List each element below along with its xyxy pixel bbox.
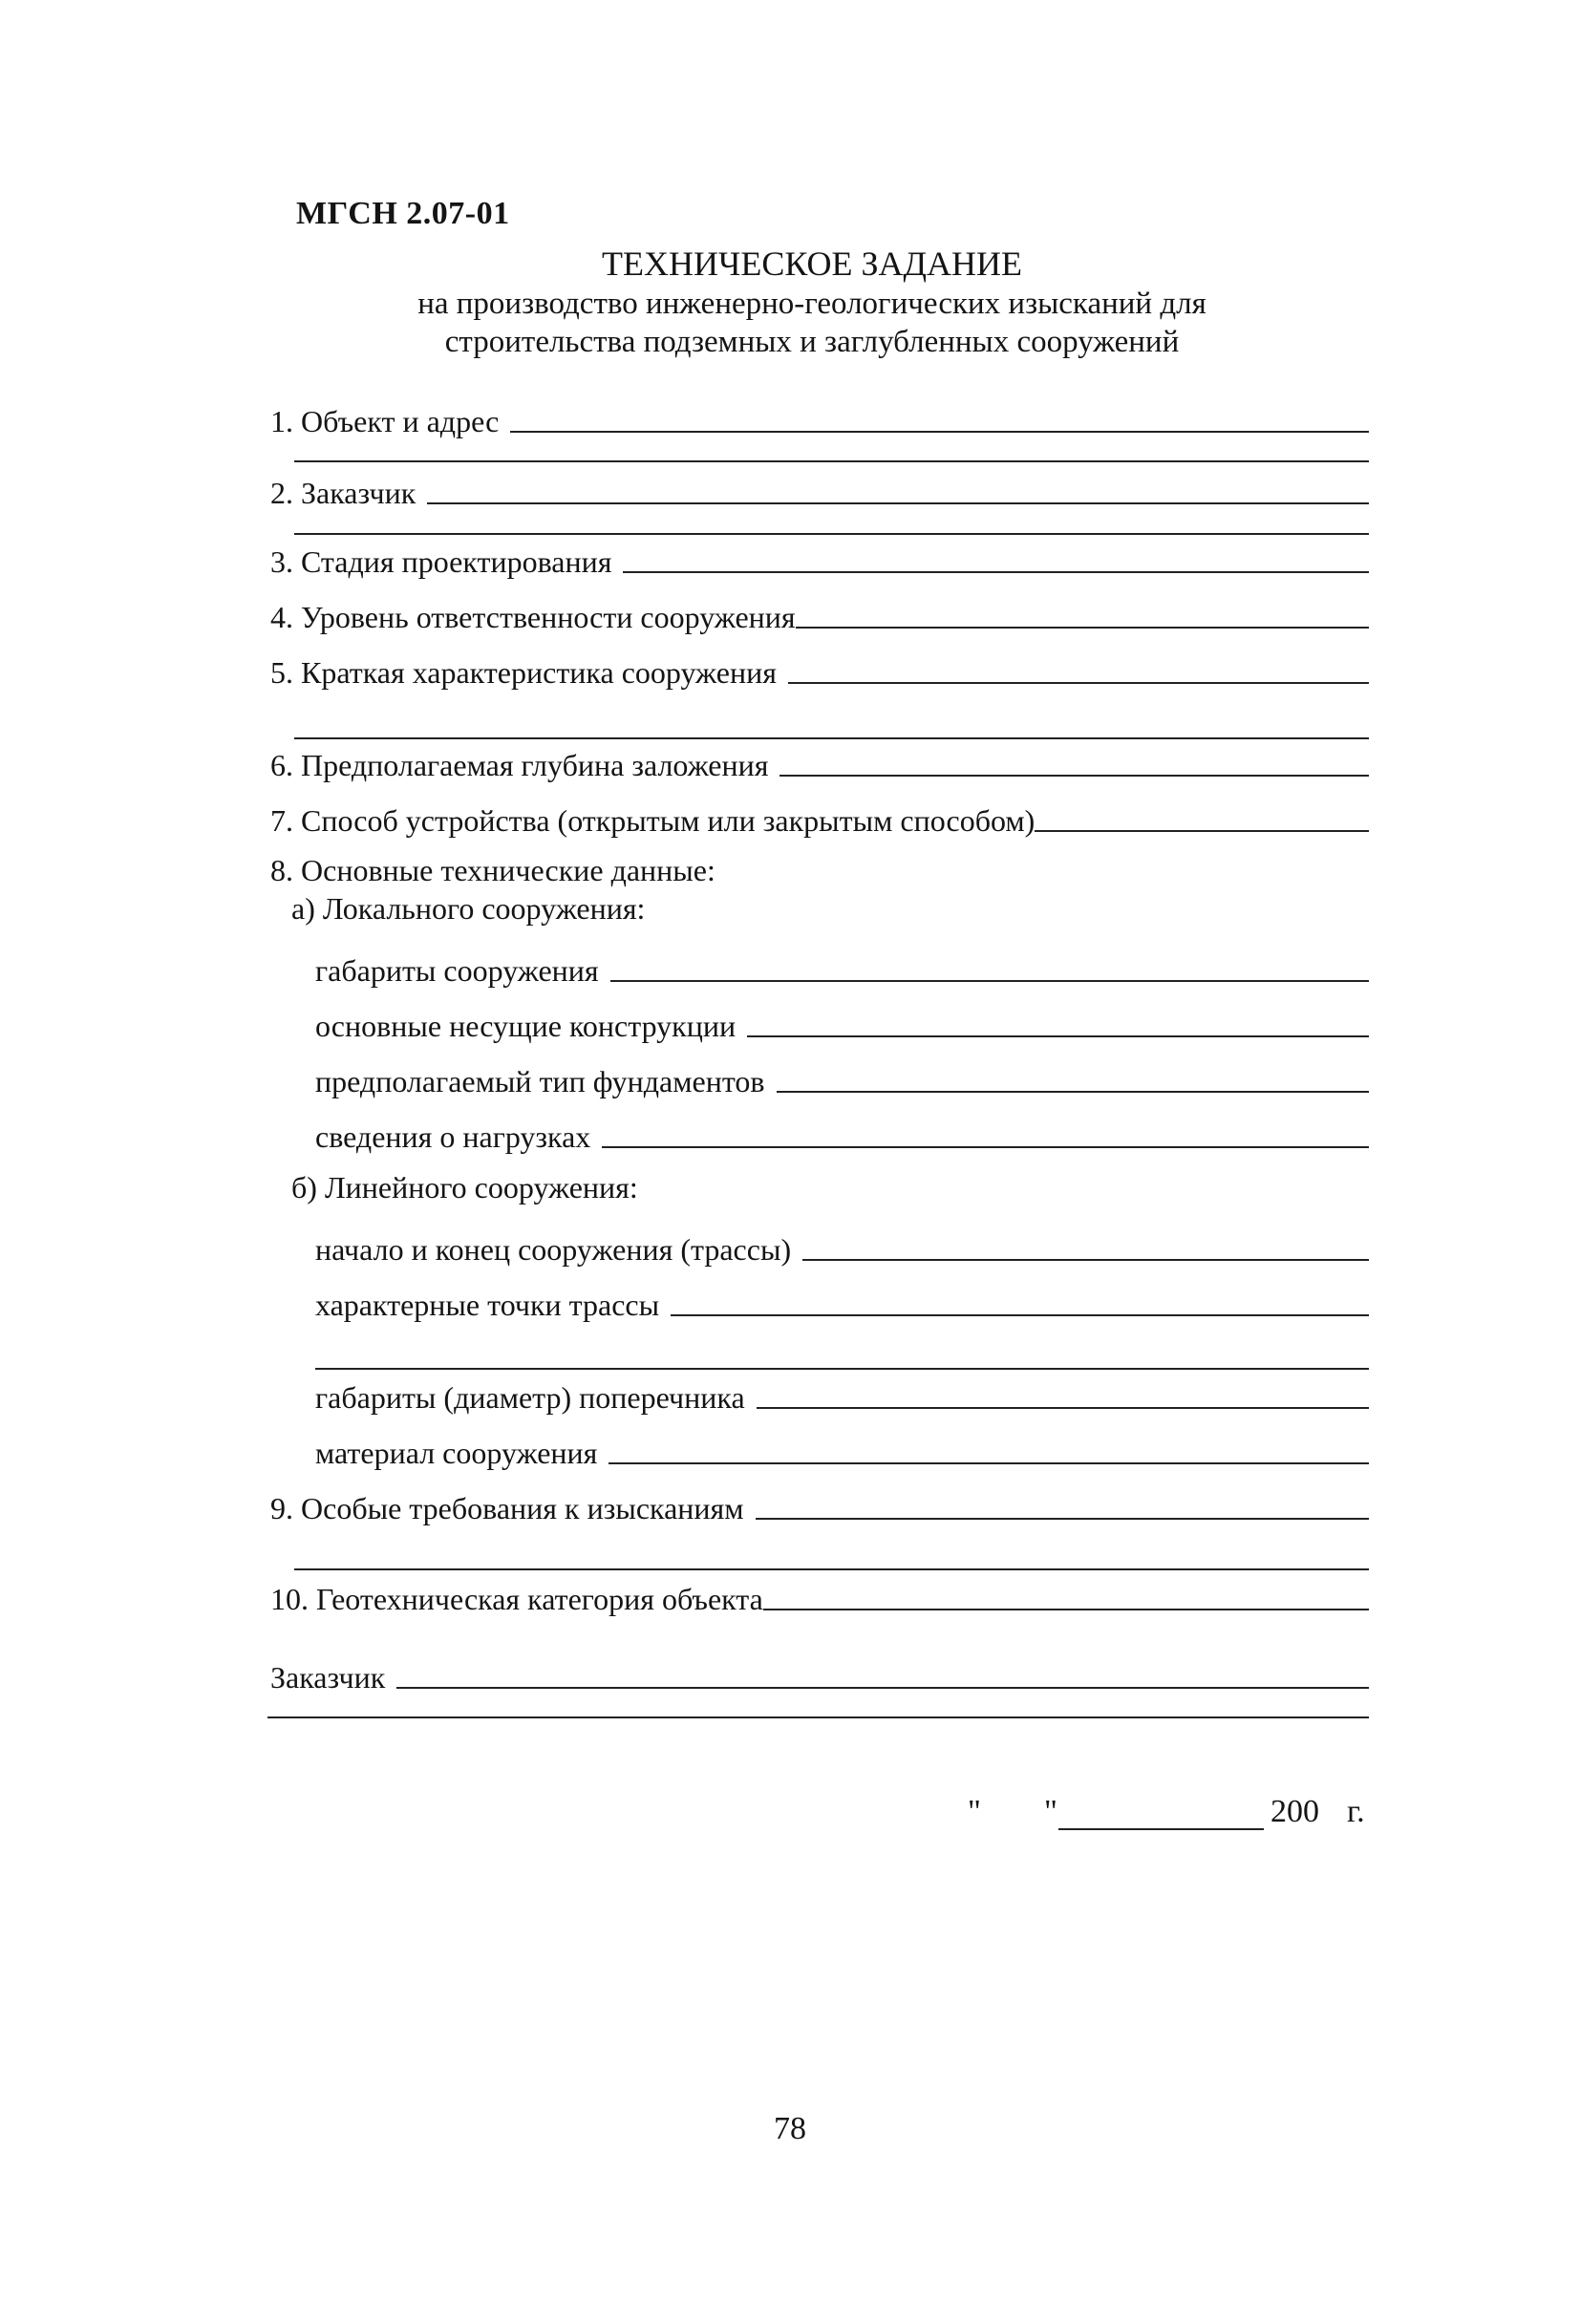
- field-label: 3. Стадия проектирования: [270, 544, 612, 579]
- field-label: начало и конец сооружения (трассы): [315, 1232, 792, 1267]
- input-line[interactable]: [788, 682, 1369, 684]
- field-route-points[interactable]: [315, 1280, 1369, 1320]
- field-object-address[interactable]: [270, 396, 1369, 437]
- field-design-stage[interactable]: [270, 537, 1369, 577]
- input-line[interactable]: [747, 1035, 1369, 1037]
- field-label: 7. Способ устройства (открытым или закрытым способом): [270, 803, 1036, 838]
- input-line[interactable]: [756, 1518, 1369, 1520]
- date-year-suffix: г.: [1347, 1794, 1365, 1829]
- input-line[interactable]: [396, 1687, 1369, 1689]
- page-number: 78: [774, 2111, 806, 2146]
- input-line-extra[interactable]: [294, 737, 1369, 739]
- input-line[interactable]: [777, 1091, 1370, 1093]
- input-line-extra[interactable]: [267, 1716, 1369, 1718]
- subsection-linear-structure: б) Линейного сооружения:: [291, 1170, 638, 1205]
- input-line-extra[interactable]: [315, 1368, 1369, 1370]
- field-label: 1. Объект и адрес: [270, 404, 500, 438]
- field-material[interactable]: [315, 1428, 1369, 1468]
- section-technical-data: 8. Основные технические данные:: [270, 853, 715, 887]
- subsection-local-structure: а) Локального сооружения:: [291, 891, 646, 926]
- field-route-start-end[interactable]: [315, 1225, 1369, 1265]
- field-label: 9. Особые требования к изысканиям: [270, 1491, 744, 1525]
- field-local-dimensions[interactable]: [315, 946, 1369, 986]
- field-load-info[interactable]: [315, 1112, 1369, 1152]
- field-cross-section[interactable]: [315, 1373, 1369, 1413]
- input-line-extra[interactable]: [294, 533, 1369, 535]
- input-line-extra[interactable]: [294, 1568, 1369, 1570]
- field-label: материал сооружения: [315, 1436, 598, 1470]
- input-line[interactable]: [779, 775, 1369, 777]
- field-label: 10. Геотехническая категория объекта: [270, 1582, 763, 1616]
- field-label: Заказчик: [270, 1660, 386, 1695]
- field-label: габариты сооружения: [315, 953, 599, 988]
- field-foundation-type[interactable]: [315, 1056, 1369, 1097]
- field-label: 2. Заказчик: [270, 476, 416, 510]
- document-subtitle-line1: на производство инженерно-геологических изысканий для: [417, 287, 1206, 321]
- field-special-requirements[interactable]: [270, 1483, 1369, 1524]
- document-subtitle-line2: строительства подземных и заглубленных сооружений: [444, 325, 1180, 359]
- field-depth[interactable]: [270, 740, 1369, 780]
- input-line[interactable]: [623, 571, 1369, 573]
- input-line[interactable]: [610, 980, 1369, 982]
- field-label: габариты (диаметр) поперечника: [315, 1380, 745, 1415]
- field-label: 5. Краткая характеристика сооружения: [270, 655, 777, 690]
- field-customer-signature[interactable]: [270, 1652, 1369, 1693]
- field-label: 6. Предполагаемая глубина заложения: [270, 748, 769, 782]
- date-input-line[interactable]: [1058, 1828, 1264, 1830]
- field-construction-method[interactable]: [270, 796, 1369, 836]
- input-line[interactable]: [427, 502, 1369, 504]
- document-code: МГСН 2.07-01: [296, 196, 510, 231]
- input-line[interactable]: [609, 1462, 1369, 1464]
- field-customer[interactable]: [270, 468, 1369, 508]
- field-label: 4. Уровень ответственности сооружения: [270, 600, 796, 634]
- input-line[interactable]: [602, 1146, 1369, 1148]
- field-geotechnical-category[interactable]: [270, 1574, 1369, 1614]
- field-label: основные несущие конструкции: [315, 1009, 737, 1043]
- field-load-bearing-structures[interactable]: [315, 1001, 1369, 1041]
- input-line[interactable]: [757, 1407, 1369, 1409]
- input-line[interactable]: [671, 1314, 1369, 1316]
- input-line[interactable]: [510, 431, 1369, 433]
- input-line[interactable]: [1035, 830, 1369, 832]
- input-line[interactable]: [802, 1259, 1369, 1261]
- input-line[interactable]: [796, 627, 1369, 629]
- field-responsibility-level[interactable]: [270, 592, 1369, 632]
- input-line-extra[interactable]: [294, 460, 1369, 462]
- field-label: сведения о нагрузках: [315, 1119, 591, 1154]
- date-year-prefix: 200: [1270, 1794, 1319, 1829]
- input-line[interactable]: [763, 1609, 1369, 1610]
- document-title: ТЕХНИЧЕСКОЕ ЗАДАНИЕ: [601, 245, 1023, 283]
- date-quote-close: ": [1044, 1794, 1057, 1829]
- date-quote-open: ": [968, 1794, 981, 1829]
- field-label: предполагаемый тип фундаментов: [315, 1064, 765, 1098]
- field-label: характерные точки трассы: [315, 1288, 660, 1322]
- field-structure-description[interactable]: [270, 648, 1369, 688]
